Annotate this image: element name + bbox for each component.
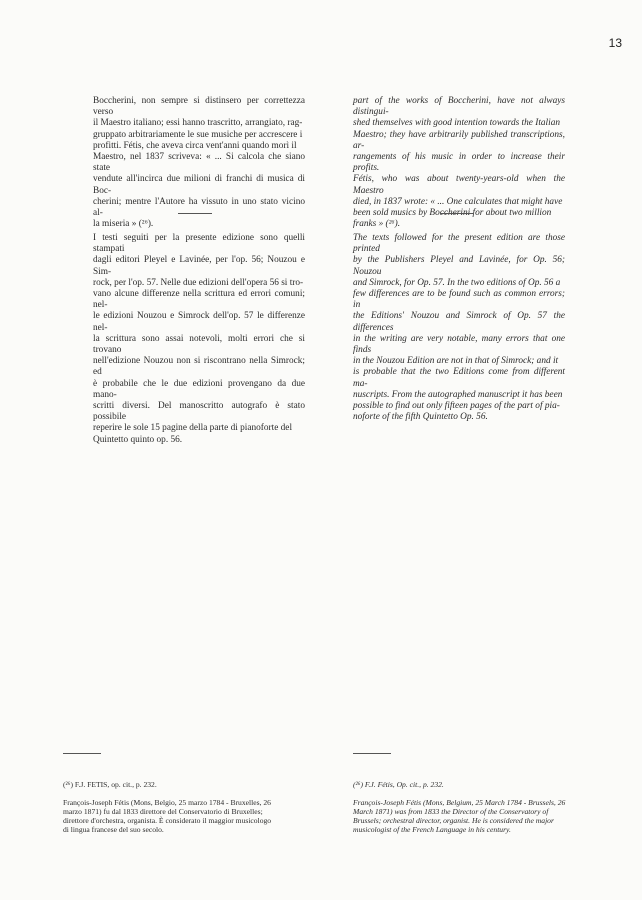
italian-footnote-reference: (²⁶) F.J. FETIS, op. cit., p. 232. <box>63 780 157 789</box>
page-number: 13 <box>608 36 622 50</box>
english-paragraph-2: The texts followed for the present edition are those printed by the Publishers Pleyel and Lavinée, for Op. 56; Nouzou and Simrock, for Op. 57. In the two editions of Op. 56 a few differences are to be found such as common errors; in the Editions' Nouzou and Simrock of Op. 57 the differences in the writing are very notable, many errors that one finds in the Nouzou Edition are not in that of Simrock; and it is probable that the two Editions come from different ma- nuscripts. From the autographed manuscript it has been possible to find out only fifteen pages of the part of pia- noforte of the fifth Quintetto Op. 56. <box>353 233 565 423</box>
italian-footnote <box>63 771 313 834</box>
italian-paragraph-1: Boccherini, non sempre si distinsero per correttezza verso il Maestro italiano; essi hanno trascritto, arrangiato, rag- gruppato arbitrariamente le sue musiche per accrescere i profitti. Fétis, che aveva circa vent'anni quando morì il Maestro, nel 1837 scriveva: « ... Si calcola che siano state vendute all'incirca due milioni di franchi di musica di Boc- cherini; mentre l'Autore ha vissuto in uno stato vicino al- la miseria » (²⁶). <box>93 96 305 230</box>
english-footnote-body: François-Joseph Fétis (Mons, Belgium, 25 March 1784 - Brussels, 26 March 1871) was from 1833 the Director of the Conservatory of Brussels; orchestral director, organist. He is considered the major musicologist of the French Language in his century. <box>353 798 566 834</box>
italian-paragraph-2: I testi seguiti per la presente edizione sono quelli stampati dagli editori Pleyel e Lavinée, per l'op. 56; Nouzou e Sim- rock, per l'op. 57. Nelle due edizioni dell'opera 56 si tro- vano alcune differenze nella scrittura ed errori comuni; nel- le edizioni Nouzou e Simrock dell'op. 57 le differenze nel- la scrittura sono assai notevoli, molti errori che si trovano nell'edizione Nouzou non si riscontrano nella Simrock; ed è probabile che le due edizioni provengano da due mano- scritti diversi. Del manoscritto autografo è stato possibile reperire le sole 15 pagine della parte di pianoforte del Quintetto quinto op. 56. <box>93 233 305 445</box>
english-footnote <box>353 771 593 834</box>
english-footnote-reference: (²⁶) F.J. Fétis, Op. cit., p. 232. <box>353 780 444 789</box>
english-section-divider <box>440 213 474 214</box>
italian-footnote-body: François-Joseph Fétis (Mons, Belgio, 25 marzo 1784 - Bruxelles, 26 marzo 1871) fu dal 1833 direttore del Conservatorio di Bruxelles; direttore d'orchestra, organista. È considerato il maggior musicologo di lingua francese del suo secolo. <box>63 798 272 834</box>
italian-footnote-rule <box>63 753 101 754</box>
english-paragraph-1: part of the works of Boccherini, have not always distingui- shed themselves with good intention towards the Italian Maestro; they have arbitrarily published transcriptions, ar- rangements of his music in order to increase their profits. Fétis, who was about twenty-years-old when the Maestro died, in 1837 wrote: « ... One calculates that might have been sold musics by Boccherini for about two million franks » (²⁶). <box>353 96 565 230</box>
english-footnote-rule <box>353 753 391 754</box>
italian-section-divider <box>178 213 212 214</box>
